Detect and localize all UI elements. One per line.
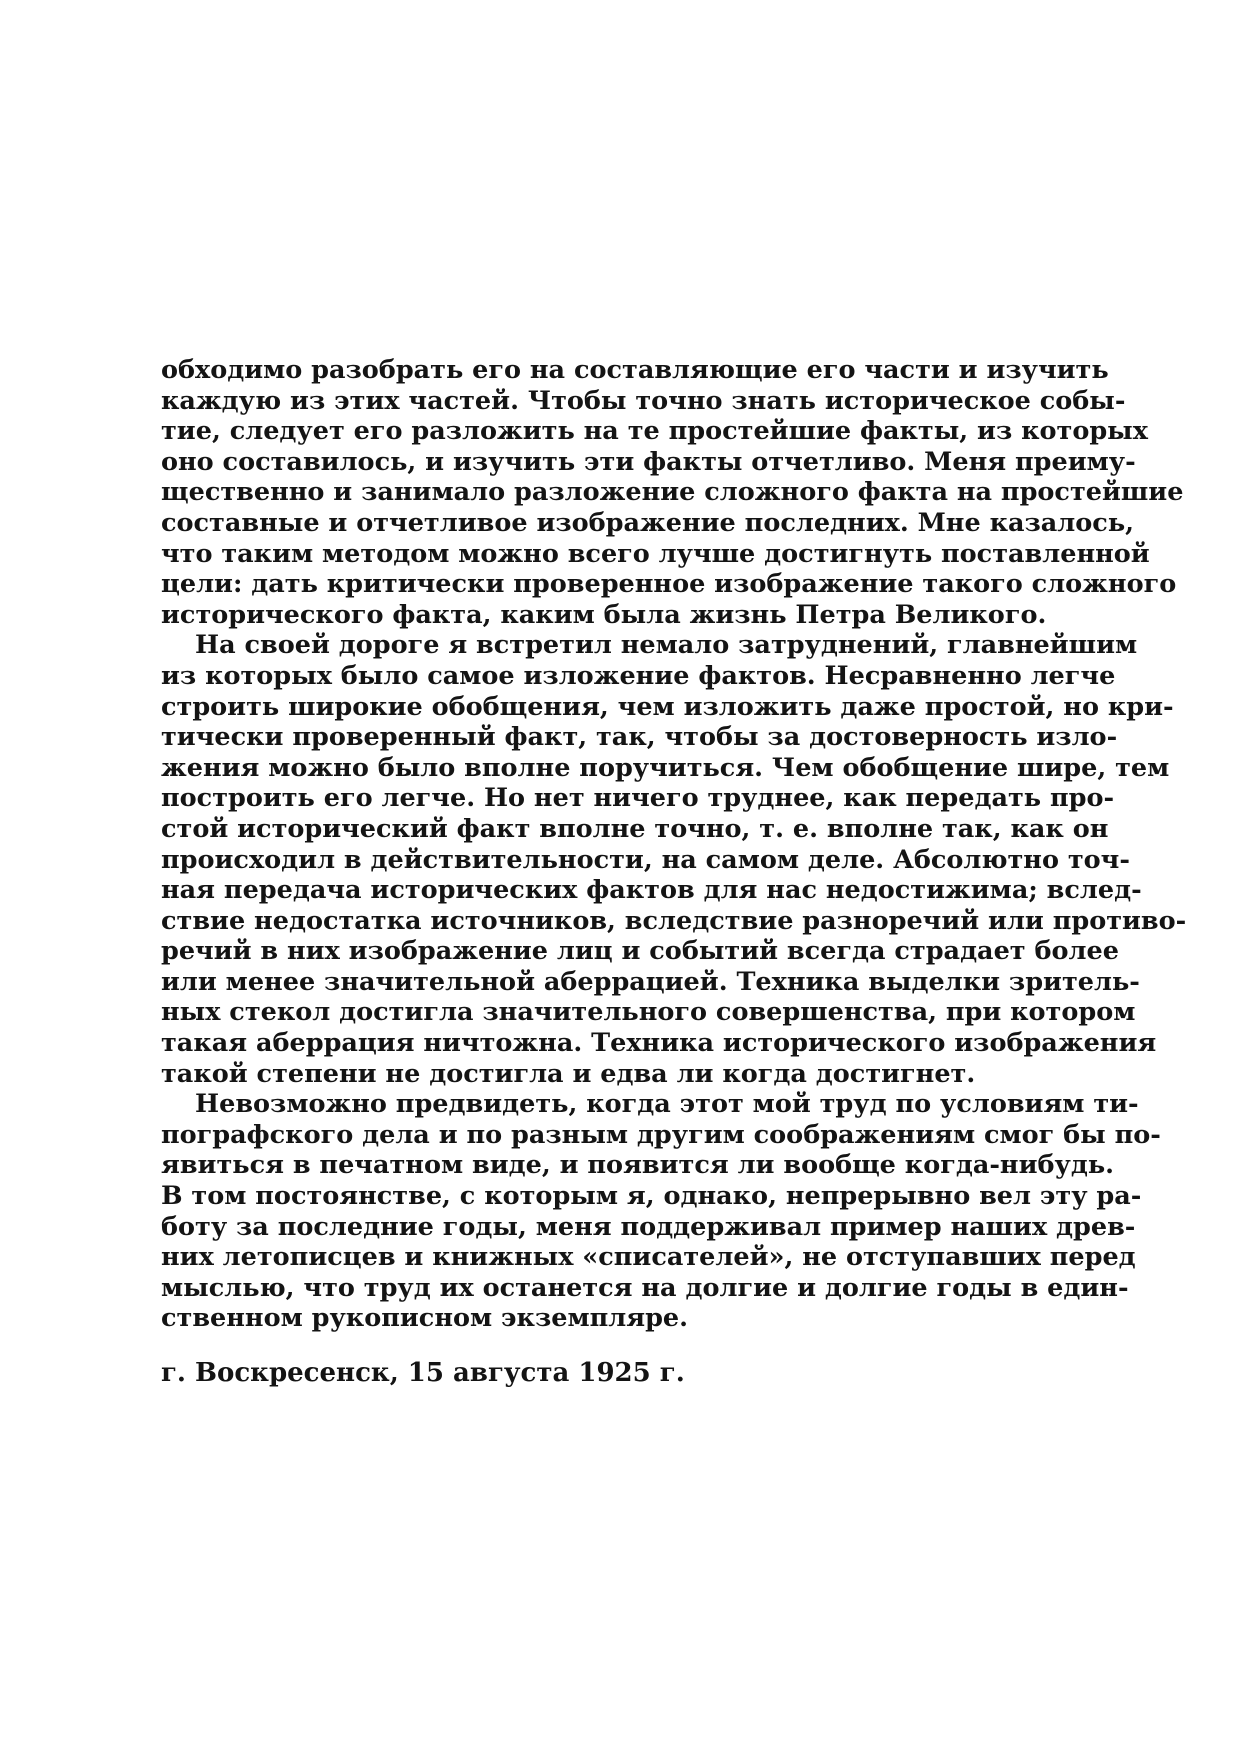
text-line: явиться в печатном виде, и появится ли вообще когда-нибудь. <box>161 1150 1115 1181</box>
text-line: тически проверенный факт, так, чтобы за достоверность изло- <box>161 722 1118 753</box>
text-line: ствие недостатка источников, вследствие разноречий или противо- <box>161 905 1187 936</box>
text-line: составные и отчетливое изображение последних. Мне казалось, <box>161 507 1135 538</box>
text-line: Невозможно предвидеть, когда этот мой труд по условиям ти- <box>195 1089 1139 1120</box>
text-line: ственном рукописном экземпляре. <box>161 1303 689 1334</box>
text-line: стой исторический факт вполне точно, т. е. вполне так, как он <box>161 813 1109 844</box>
text-line: строить широкие обобщения, чем изложить даже простой, но кри- <box>161 691 1174 722</box>
text-line: построить его легче. Но нет ничего труднее, как передать про- <box>161 783 1115 814</box>
text-line: происходил в действительности, на самом деле. Абсолютно точ- <box>161 844 1130 875</box>
text-line: исторического факта, каким была жизнь Петра Великого. <box>161 599 1047 630</box>
text-line: речий в них изображение лиц и событий всегда страдает более <box>161 936 1119 967</box>
text-line: или менее значительной аберрацией. Техника выделки зритель- <box>161 966 1140 997</box>
text-line: оно составилось, и изучить эти факты отчетливо. Меня преиму- <box>161 446 1136 477</box>
text-line: из которых было самое изложение фактов. Несравненно легче <box>161 660 1116 691</box>
text-line: жения можно было вполне поручиться. Чем обобщение шире, тем <box>161 752 1170 783</box>
paragraph <box>161 630 1187 1089</box>
paragraph <box>161 355 1184 630</box>
body-text <box>161 355 1187 1334</box>
text-line: тие, следует его разложить на те простейшие факты, из которых <box>161 416 1148 447</box>
place-date-signature: г. Воскресенск, 15 августа 1925 г. <box>161 1358 685 1388</box>
text-line: что таким методом можно всего лучше достигнуть поставленной <box>161 538 1150 569</box>
paragraph <box>161 1089 1161 1334</box>
text-line: В том постоянстве, с которым я, однако, непрерывно вел эту ра- <box>161 1181 1142 1212</box>
text-line: боту за последние годы, меня поддерживал пример наших древ- <box>161 1211 1136 1242</box>
text-line: каждую из этих частей. Чтобы точно знать историческое собы- <box>161 385 1126 416</box>
text-line: обходимо разобрать его на составляющие его части и изучить <box>161 355 1109 385</box>
text-line: цели: дать критически проверенное изображение такого сложного <box>161 569 1177 600</box>
text-line: них летописцев и книжных «списателей», не отступавших перед <box>161 1242 1136 1273</box>
text-line: ная передача исторических фактов для нас недостижима; вслед- <box>161 875 1142 906</box>
text-line: щественно и занимало разложение сложного факта на простейшие <box>161 477 1184 508</box>
text-line: мыслью, что труд их останется на долгие и долгие годы в един- <box>161 1272 1129 1303</box>
text-line: ных стекол достигла значительного совершенства, при котором <box>161 997 1136 1028</box>
text-line: На своей дороге я встретил немало затруднений, главнейшим <box>195 630 1138 661</box>
text-line: такая аберрация ничтожна. Техника исторического изображения <box>161 1028 1157 1059</box>
text-line: пографского дела и по разным другим соображениям смог бы по- <box>161 1119 1161 1150</box>
text-line: такой степени не достигла и едва ли когда достигнет. <box>161 1058 976 1089</box>
